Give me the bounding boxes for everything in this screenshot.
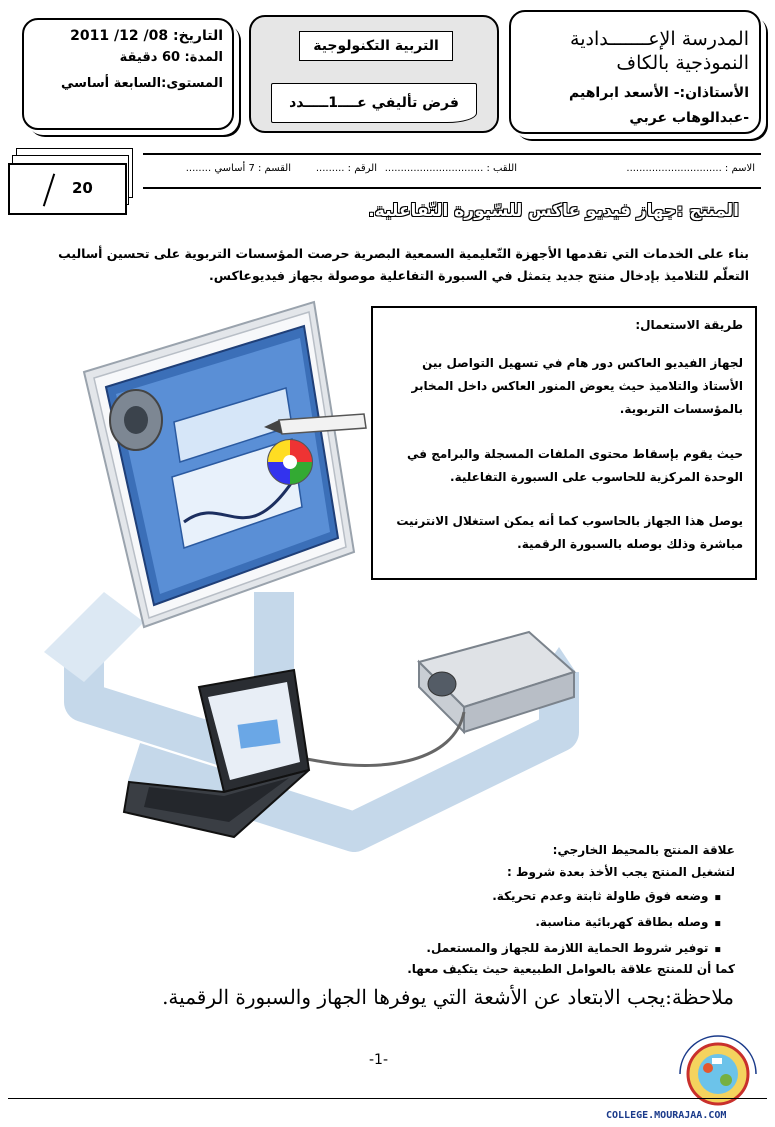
teacher-second-name: -عبدالوهاب عربي [629,110,749,126]
relation-outro: كما أن للمنتج علاقة بالعوامل الطبيعية حيث يتكيف معها. [407,962,735,976]
page-number: -1- [369,1052,389,1068]
student-name-field[interactable]: الاسم : .............................. [626,163,755,174]
footer-site-link[interactable]: COLLEGE.MOURAJAA.COM [606,1110,727,1121]
school-name-line2: النموذجية بالكاف [616,52,749,74]
student-section-field[interactable]: القسم : 7 أساسي ........ [185,163,291,174]
duration-line: المدة: 60 دقيقة [119,50,223,65]
usage-paragraph-3: يوصل هذا الجهاز بالحاسوب كما أنه يمكن استغلال الانترنيت مباشرة وذلك بوصله بالسبورة الرقمية. [396,514,743,551]
subject-title: التربية التكنولوجية [299,31,453,61]
footer-divider [8,1098,767,1099]
relation-item-1: ◾وضعه فوق طاولة ثابتة وعدم تحريكة. [492,889,721,903]
usage-box [371,306,757,580]
score-slash [43,174,55,207]
student-number-field[interactable]: الرقم : ......... [315,163,377,174]
school-name-line1: المدرسة الإعـــــــدادية [570,28,749,50]
bullet-icon: ◾ [714,893,721,903]
test-title: فرض تأليفي عــــ1ـــــدد [271,83,477,123]
relation-item-2: ◾وصله بطاقة كهربائية مناسبة. [535,915,721,929]
relation-item-3: ◾توفير شروط الحماية اللازمة للجهاز والمستعمل. [426,941,721,955]
relation-intro: لتشغيل المنتج يجب الأخذ بعدة شروط : [507,865,735,879]
relation-title: علاقة المنتج بالمحيط الخارجي: [552,843,735,857]
interactive-board [84,302,366,627]
safety-note: ملاحظة:يجب الابتعاد عن الأشعة التي يوفرها الجهاز والسبورة الرقمية. [162,985,734,1009]
usage-paragraph-2: حيث يقوم بإسقاط محتوى الملفات المسجلة والبرامج في الوحدة المركزية للحاسوب على السبورة التفاعلية. [407,447,743,484]
student-info-strip [143,153,761,189]
product-heading: المنتج :جهاز فيديو عاكس للسّبورة التّفاعلية. [368,201,739,221]
site-logo-icon [658,1030,764,1112]
usage-title: طريقة الاستعمال: [635,318,743,332]
school-header-box [509,10,761,134]
teachers-label: الأستاذان:- الأسعد ابراهيم [569,85,749,101]
score-value: 20 [72,179,93,197]
date-header-box [22,18,234,130]
level-line: المستوى:السابعة أساسي [61,76,223,91]
bullet-icon: ◾ [714,945,721,955]
student-surname-field[interactable]: اللقب : ............................... [384,163,517,174]
subject-header-box [249,15,499,133]
intro-paragraph: بناء على الخدمات التي تقدمها الأجهزة التّعليمية السمعية البصرية حرصت المؤسسات التربوية على تحسين أساليب التعلّم للتلاميذ بإدخال منتج جديد يتمثل في السبورة التفاعلية موصولة بجهاز فيديوعاكس. [58,246,749,283]
score-card [8,163,127,215]
bullet-icon: ◾ [714,919,721,929]
date-line: التاريخ: 08/ 12/ 2011 [70,28,223,44]
usage-paragraph-1: لجهاز الفيديو العاكس دور هام في تسهيل التواصل بين الأستاذ والتلاميذ حيث يعوض المنور العاكس داخل المخابر بالمؤسسات التربوية. [411,356,743,416]
